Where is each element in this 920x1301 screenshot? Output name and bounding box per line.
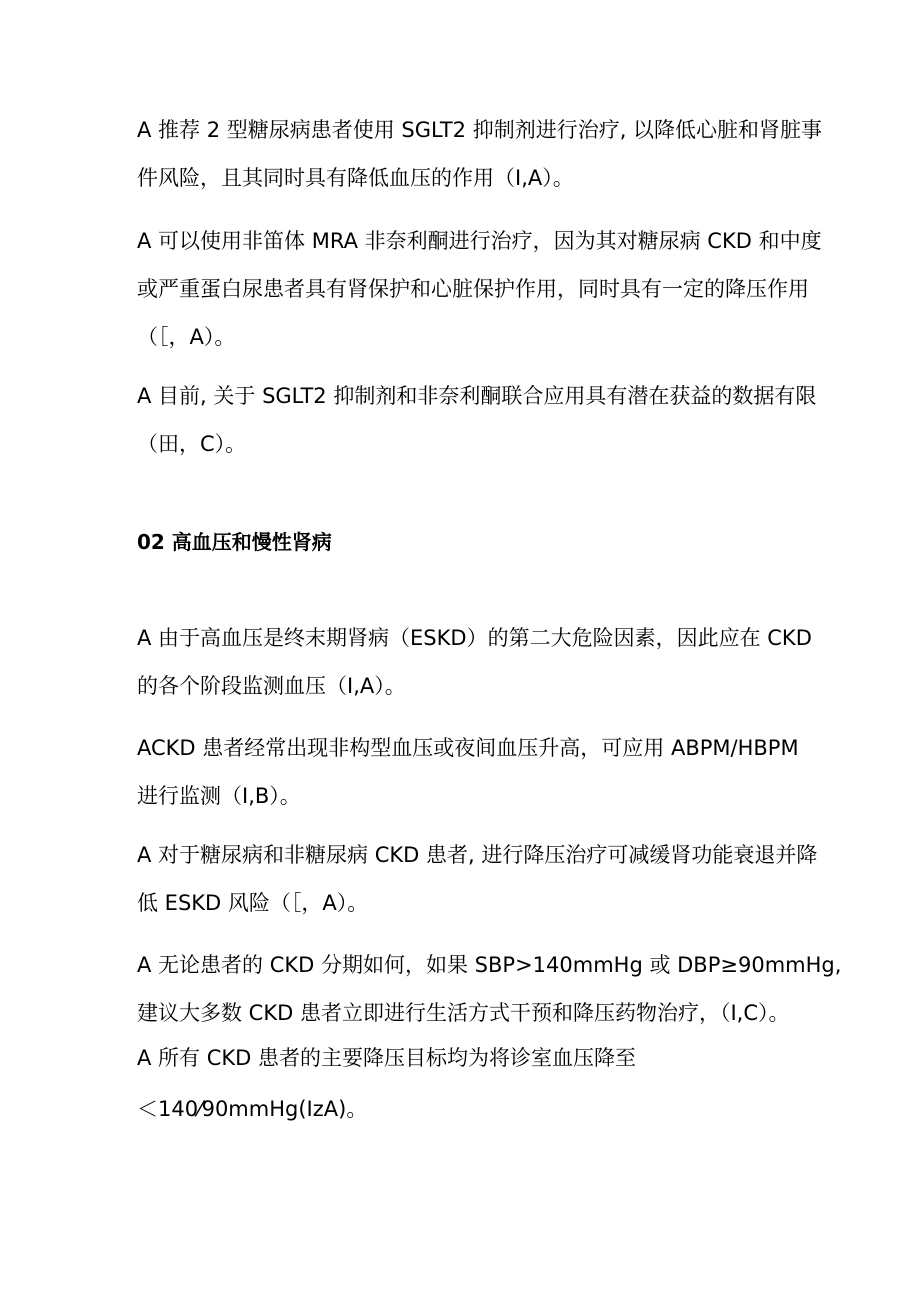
text-line-13: 低 ESKD 风险（［，A）。 — [137, 891, 369, 915]
text-line-8: A 由于高血压是终末期肾病（ESKD）的第二大危险因素，因此应在 CKD — [137, 626, 812, 650]
text-line-10: ACKD 患者经常出现非构型血压或夜间血压升高，可应用 ABPM/HBPM — [137, 736, 799, 760]
text-line-9: 的各个阶段监测血压（I,A）。 — [137, 674, 406, 698]
text-line-2: 件风险，且其同时具有降低血压的作用（I,A）。 — [137, 166, 574, 190]
text-line-6: A 目前, 关于 SGLT2 抑制剂和非奈利酮联合应用具有潜在获益的数据有限 — [137, 384, 817, 408]
text-line-1: A 推荐 2 型糖尿病患者使用 SGLT2 抑制剂进行治疗, 以降低心脏和肾脏事 — [137, 118, 823, 142]
text-line-15: 建议大多数 CKD 患者立即进行生活方式干预和降压药物治疗，（I,C）。 — [137, 1001, 790, 1025]
text-line-16: A 所有 CKD 患者的主要降压目标均为将诊室血压降至 — [137, 1046, 636, 1070]
text-line-5: （［，A）。 — [137, 325, 236, 349]
text-line-14: A 无论患者的 CKD 分期如何，如果 SBP>140mmHg 或 DBP≥90mmHg, — [137, 953, 842, 977]
text-line-12: A 对于糖尿病和非糖尿病 CKD 患者, 进行降压治疗可减缓肾功能衰退并降 — [137, 843, 818, 867]
text-line-17: ＜140⁄90mmHg(IzA)。 — [137, 1097, 368, 1121]
section-heading: 02 高血压和慢性肾病 — [137, 530, 332, 554]
text-line-4: 或严重蛋白尿患者具有肾保护和心脏保护作用，同时具有一定的降压作用 — [137, 277, 809, 301]
text-line-3: A 可以使用非笛体 MRA 非奈利酮进行治疗，因为其对糖尿病 CKD 和中度 — [137, 229, 822, 253]
text-line-7: （田，C）。 — [137, 432, 247, 456]
text-line-11: 进行监测（I,B）。 — [137, 784, 301, 808]
